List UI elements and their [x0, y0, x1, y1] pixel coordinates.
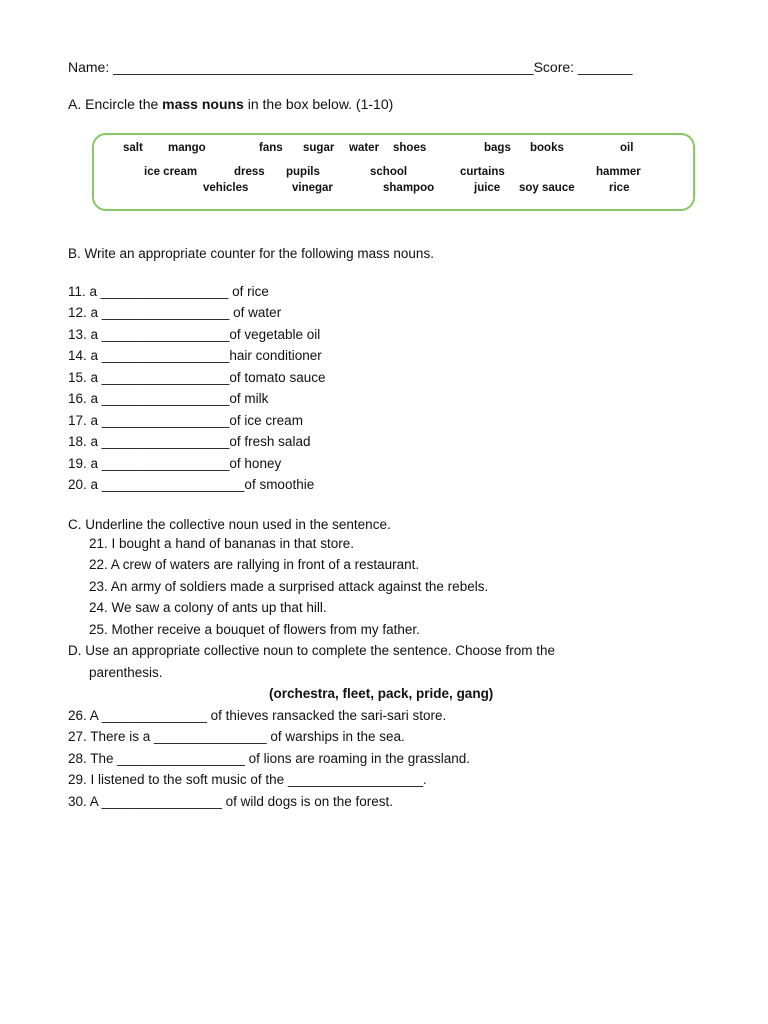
fill-sentence[interactable]: 28. The _________________ of lions are roaming in the grassland. — [68, 751, 471, 766]
word-shoes[interactable]: shoes — [393, 142, 427, 154]
word-bags[interactable]: bags — [484, 142, 511, 154]
word-dress[interactable]: dress — [234, 166, 265, 178]
fill-sentence[interactable]: 29. I listened to the soft music of the __________________. — [68, 772, 427, 787]
section-d-heading: D. Use an appropriate collective noun to complete the sentence. Choose from the — [68, 643, 556, 658]
name-line — [68, 59, 632, 75]
word-oil[interactable]: oil — [620, 142, 634, 154]
word-fans[interactable]: fans — [259, 142, 283, 154]
choices: (orchestra, fleet, pack, pride, gang) — [269, 686, 494, 701]
counter-item[interactable]: 14. a _________________hair conditioner — [68, 348, 322, 363]
collective-sentence[interactable]: 25. Mother receive a bouquet of flowers from my father. — [89, 622, 420, 637]
section-c-heading: C. Underline the collective noun used in the sentence. — [68, 517, 391, 532]
word-books[interactable]: books — [530, 142, 564, 154]
counter-item[interactable]: 20. a ___________________of smoothie — [68, 477, 315, 492]
section-d-heading-cont: parenthesis. — [89, 665, 163, 680]
word-juice[interactable]: juice — [474, 182, 501, 194]
section-a-prefix: A. Encircle the — [68, 96, 163, 112]
counter-item[interactable]: 13. a _________________of vegetable oil — [68, 327, 321, 342]
section-a-heading — [68, 96, 393, 112]
collective-sentence[interactable]: 22. A crew of waters are rallying in front of a restaurant. — [89, 557, 420, 572]
counter-item[interactable]: 17. a _________________of ice cream — [68, 413, 303, 428]
name-blank[interactable]: ______________________________________________________ — [113, 59, 534, 75]
section-a-suffix: in the box below. (1-10) — [243, 96, 394, 112]
word-rice[interactable]: rice — [609, 182, 630, 194]
counter-item[interactable]: 19. a _________________of honey — [68, 456, 282, 471]
word-vinegar[interactable]: vinegar — [292, 182, 333, 194]
word-mango[interactable]: mango — [168, 142, 206, 154]
word-soy-sauce[interactable]: soy sauce — [519, 182, 575, 194]
collective-sentence[interactable]: 21. I bought a hand of bananas in that store. — [89, 536, 354, 551]
fill-sentence[interactable]: 30. A ________________ of wild dogs is on the forest. — [68, 794, 394, 809]
score-blank[interactable]: _______ — [577, 59, 633, 75]
word-school[interactable]: school — [370, 166, 408, 178]
counter-item[interactable]: 12. a _________________ of water — [68, 305, 282, 320]
word-pupils[interactable]: pupils — [286, 166, 320, 178]
counter-item[interactable]: 18. a _________________of fresh salad — [68, 434, 311, 449]
counter-item[interactable]: 15. a _________________of tomato sauce — [68, 370, 326, 385]
counter-item[interactable]: 16. a _________________of milk — [68, 391, 269, 406]
word-shampoo[interactable]: shampoo — [383, 182, 435, 194]
word-hammer[interactable]: hammer — [596, 166, 641, 178]
score-label: Score: — [533, 59, 578, 75]
section-b-heading: B. Write an appropriate counter for the following mass nouns. — [68, 246, 434, 261]
word-vehicles[interactable]: vehicles — [203, 182, 249, 194]
counter-item[interactable]: 11. a _________________ of rice — [68, 284, 269, 299]
collective-sentence[interactable]: 23. An army of soldiers made a surprised attack against the rebels. — [89, 579, 489, 594]
fill-sentence[interactable]: 27. There is a _______________ of warships in the sea. — [68, 729, 405, 744]
fill-sentence[interactable]: 26. A ______________ of thieves ransacked the sari-sari store. — [68, 708, 447, 723]
word-curtains[interactable]: curtains — [460, 166, 505, 178]
word-water[interactable]: water — [349, 142, 380, 154]
word-sugar[interactable]: sugar — [303, 142, 335, 154]
word-ice-cream[interactable]: ice cream — [144, 166, 198, 178]
collective-sentence[interactable]: 24. We saw a colony of ants up that hill. — [89, 600, 327, 615]
word-salt[interactable]: salt — [123, 142, 143, 154]
section-a-bold: mass nouns — [162, 96, 244, 112]
name-label: Name: — [68, 59, 114, 75]
